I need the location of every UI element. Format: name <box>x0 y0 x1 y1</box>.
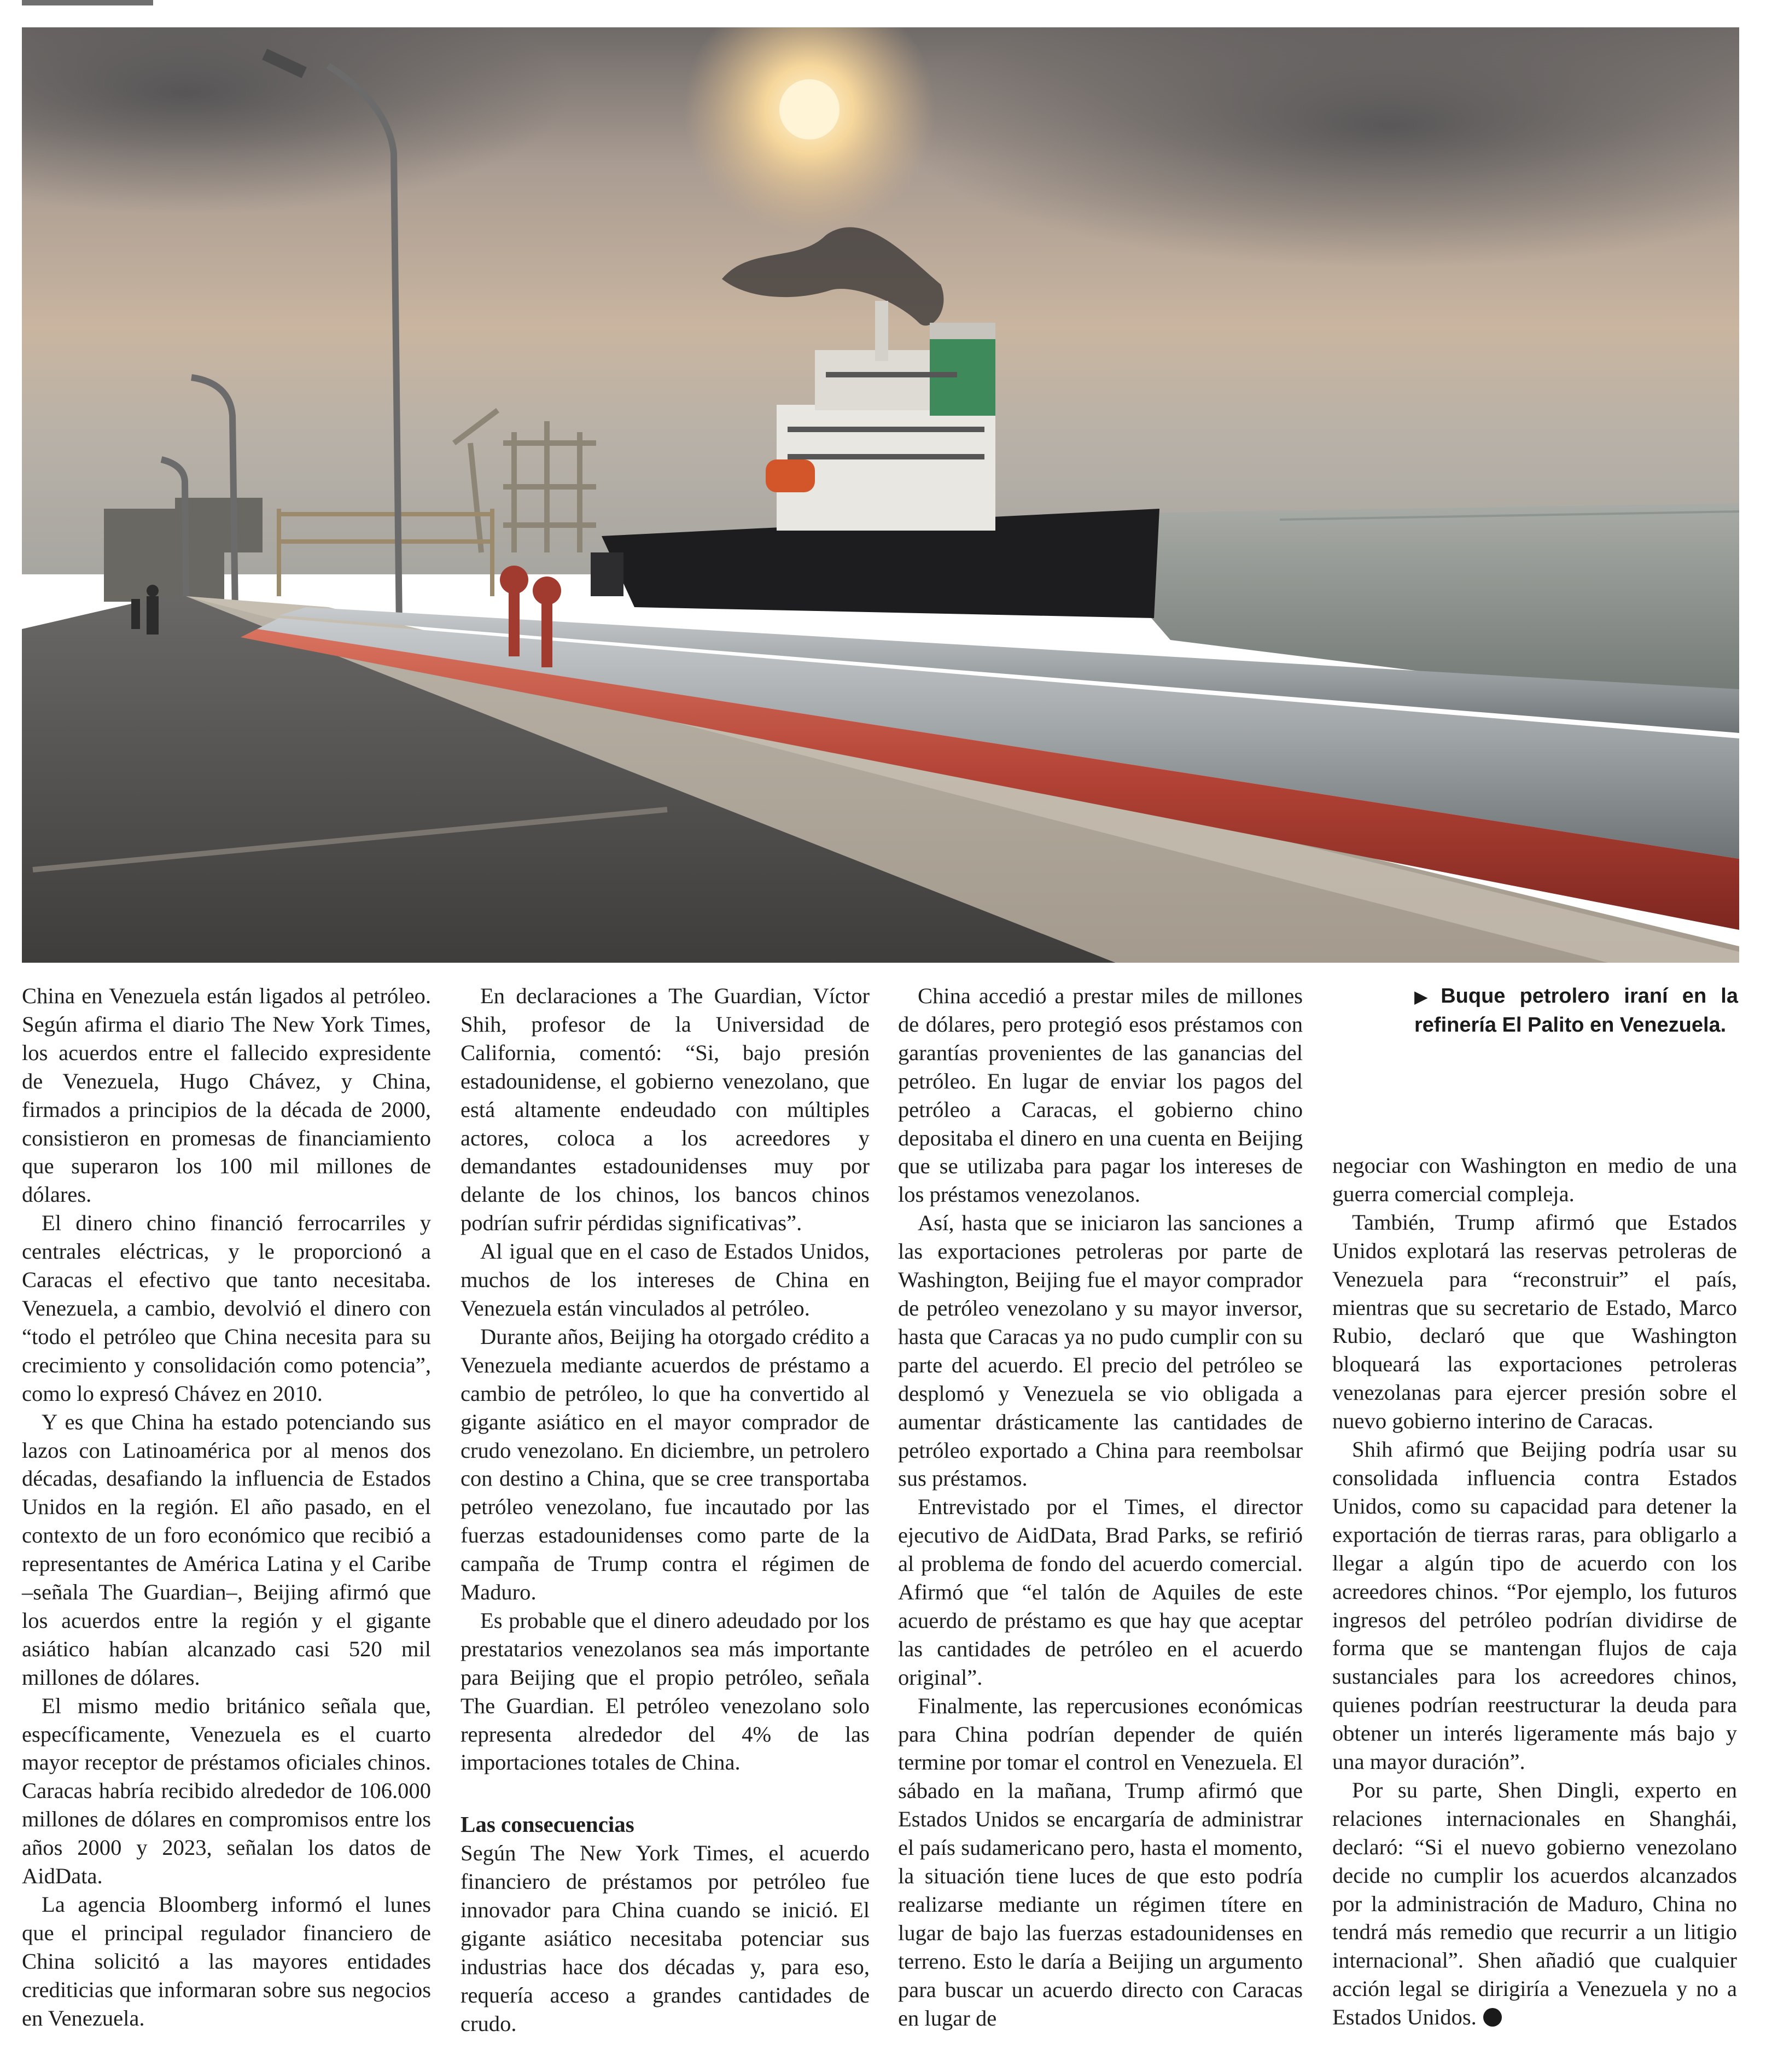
paragraph: Shih afirmó que Beijing podría usar su consolidada influencia contra Estados Unidos, como su capacidad para detener la exportación de tierras raras, para obligarlo a llegar a algún tipo de acuerdo con los acreedores chinos. “Por ejemplo, los futuros ingresos del petróleo podrían dividirse de forma que se mantengan flujos de caja sustanciales para los acreedores chinos, quienes podrían reestructurar la deuda para obtener un interés ligeramente más bajo y una mayor duración”. <box>1332 1437 1737 1774</box>
article-photo <box>22 27 1739 963</box>
oil-tanker-photo <box>22 27 1739 963</box>
paragraph: China en Venezuela están ligados al petróleo. Según afirma el diario The New York Times, los acuerdos entre el fallecido expresidente de Venezuela, Hugo Chávez, y China, firmados a principios de la década de 2000, consistieron en promesas de financiamiento que superaron los 100 mil millones de dólares. <box>22 983 431 1207</box>
paragraph-final-text: Por su parte, Shen Dingli, experto en relaciones internacionales en Shanghái, declaró: “Si el nuevo gobierno venezolano decide no cumplir los acuerdos alcanzados por la administración de Maduro, China no tendrá más remedio que recurrir a un litigio internacional”. Shen añadió que cualquier acción legal se dirigiría a Venezuela y no a Estados Unidos. <box>1332 1777 1737 2030</box>
end-mark-icon <box>1483 2008 1502 2027</box>
paragraph: China accedió a prestar miles de millones de dólares, pero protegió esos préstamos con garantías provenientes de las ganancias del petróleo. En lugar de enviar los pagos del petróleo a Caracas, el gobierno chino depositaba el dinero en una cuenta en Beijing que se utilizaba para pagar los intereses de los préstamos venezolanos. <box>898 983 1303 1207</box>
paragraph: Durante años, Beijing ha otorgado crédito a Venezuela mediante acuerdos de préstamo a cambio de petróleo, lo que ha convertido al gigante asiático en el mayor comprador de crudo venezolano. En diciembre, un petrolero con destino a China, que se cree transportaba petróleo venezolano, fue incautado por las fuerzas estadounidenses como parte de la campaña de Trump contra el régimen de Maduro. <box>461 1324 870 1605</box>
paragraph: Entrevistado por el Times, el director ejecutivo de AidData, Brad Parks, se refirió al problema de fondo del acuerdo comercial. Afirmó que “el talón de Aquiles de este acuerdo de préstamo es que hay que aceptar las cantidades de petróleo en el acuerdo original”. <box>898 1494 1303 1690</box>
article-column-3 <box>898 982 1303 2033</box>
paragraph: negociar con Washington en medio de una guerra comercial compleja. <box>1332 1153 1737 1206</box>
paragraph: Finalmente, las repercusiones económicas para China podrían depender de quién termine por tomar el control en Venezuela. El sábado en la mañana, Trump afirmó que Estados Unidos se encargaría de administrar el país sudamericano pero, hasta el momento, la situación tiene luces de que esto podría realizarse mediante un régimen títere en lugar de bajo las fuerzas estadounidenses en terreno. Esto le daría a Beijing un argumento para buscar un acuerdo directo con Caracas en lugar de <box>898 1693 1303 2030</box>
paragraph: Al igual que en el caso de Estados Unidos, muchos de los intereses de China en Venezuela están vinculados al petróleo. <box>461 1239 870 1320</box>
paragraph: En declaraciones a The Guardian, Víctor Shih, profesor de la Universidad de California, comentó: “Si, bajo presión estadounidense, el gobierno venezolano, que está altamente endeudado con múltiples actores, coloca a los acreedores y demandantes estadounidenses muy por delante de los chinos, los bancos chinos podrían sufrir pérdidas significativas”. <box>461 983 870 1236</box>
photo-caption <box>1414 982 1738 1039</box>
article-column-2 <box>461 982 870 2038</box>
paragraph: El dinero chino financió ferrocarriles y centrales eléctricas, y le proporcionó a Caracas el efectivo que tanto necesitaba. Venezuela, a cambio, devolvió el dinero con “todo el petróleo que China necesita para su crecimiento y consolidación como potencia”, como lo expresó Chávez en 2010. <box>22 1210 431 1406</box>
article-column-1 <box>22 982 431 2033</box>
paragraph: Es probable que el dinero adeudado por los prestatarios venezolanos sea más importante para Beijing que el propio petróleo, señala The Guardian. El petróleo venezolano solo representa alrededor del 4% de las importaciones totales de China. <box>461 1608 870 1775</box>
paragraph-final <box>1332 1776 1737 2032</box>
header-strip <box>22 0 153 5</box>
paragraph: Según The New York Times, el acuerdo financiero de préstamos por petróleo fue innovador para China cuando se inició. El gigante asiático necesitaba potenciar sus industrias hace dos décadas y, para eso, requería acceso a grandes cantidades de crudo. <box>461 1841 870 2036</box>
section-heading: Las consecuencias <box>461 1812 634 1837</box>
paragraph: El mismo medio británico señala que, específicamente, Venezuela es el cuarto mayor receptor de préstamos oficiales chinos. Caracas habría recibido alrededor de 106.000 millones de dólares en compromisos entre los años 2000 y 2023, señalan los datos de AidData. <box>22 1693 431 1889</box>
triangle-right-icon: ▶ <box>1414 987 1437 1006</box>
paragraph: La agencia Bloomberg informó el lunes que el principal regulador financiero de China solicitó a las mayores entidades crediticias que informaran sobre sus negocios en Venezuela. <box>22 1892 431 2030</box>
caption-text: Buque petrolero iraní en la refinería El Palito en Venezuela. <box>1414 985 1738 1037</box>
paragraph: Y es que China ha estado potenciando sus lazos con Latinoamérica por al menos dos décadas, desafiando la influencia de Estados Unidos en la región. El año pasado, en el contexto de un foro económico que recibió a representantes de América Latina y el Caribe –señala The Guardian–, Beijing afirmó que los acuerdos entre la región y el gigante asiático habían alcanzado casi 520 mil millones de dólares. <box>22 1409 431 1690</box>
paragraph: Así, hasta que se iniciaron las sanciones a las exportaciones petroleras por parte de Washington, Beijing fue el mayor comprador de petróleo venezolano y su mayor inversor, hasta que Caracas ya no pudo cumplir con su parte del acuerdo. El precio del petróleo se desplomó y Venezuela se vio obligada a aumentar drásticamente las cantidades de petróleo exportado a China para reembolsar sus préstamos. <box>898 1210 1303 1491</box>
article-column-4 <box>1332 1151 1737 2032</box>
paragraph: También, Trump afirmó que Estados Unidos explotará las reservas petroleras de Venezuela para “reconstruir” el país, mientras que su secretario de Estado, Marco Rubio, declaró que que Washington bloqueará las exportaciones petroleras venezolanas para ejercer presión sobre el nuevo gobierno interino de Caracas. <box>1332 1209 1737 1434</box>
